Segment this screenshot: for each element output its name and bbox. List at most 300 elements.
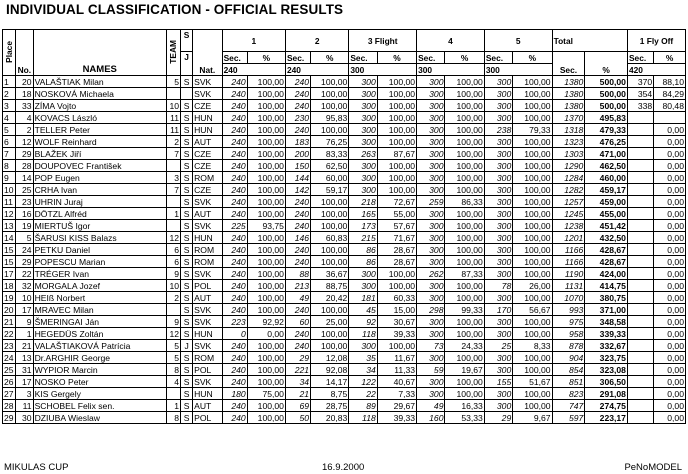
cell-start-no: 12	[16, 136, 33, 148]
header-pct: %	[247, 52, 285, 64]
header-s: S	[181, 30, 193, 52]
cell-class: S	[181, 280, 193, 292]
cell-r1-sec: 240	[222, 160, 247, 172]
cell-place: 10	[3, 184, 16, 196]
cell-total-sec: 1257	[552, 196, 585, 208]
cell-place: 29	[3, 412, 16, 424]
cell-r3-pct: 28,67	[377, 256, 416, 268]
cell-r2-pct: 100,00	[311, 100, 349, 112]
cell-flyoff-sec	[627, 364, 653, 376]
cell-r3-pct: 100,00	[377, 88, 416, 100]
cell-flyoff-pct: 0,00	[654, 124, 686, 136]
cell-r3-pct: 29,67	[377, 400, 416, 412]
cell-name: CRHA Ivan	[33, 184, 166, 196]
cell-total-pct: 428,67	[585, 256, 628, 268]
cell-total-pct: 459,00	[585, 196, 628, 208]
cell-r2-pct: 62,50	[311, 160, 349, 172]
cell-r2-pct: 100,00	[311, 340, 349, 352]
cell-r3-sec: 35	[349, 352, 377, 364]
cell-flyoff-sec	[627, 136, 653, 148]
cell-r5-sec: 300	[484, 352, 512, 364]
header-j: J	[181, 52, 193, 76]
cell-class: S	[181, 328, 193, 340]
cell-nation: POL	[193, 280, 223, 292]
cell-start-no: 14	[16, 172, 33, 184]
cell-total-pct: 223,17	[585, 412, 628, 424]
cell-total-sec: 1323	[552, 136, 585, 148]
cell-r4-pct: 100,00	[445, 172, 484, 184]
cell-total-sec: 993	[552, 304, 585, 316]
cell-flyoff-pct: 0,00	[654, 232, 686, 244]
cell-r4-pct: 24,33	[445, 340, 484, 352]
cell-team	[166, 220, 180, 232]
header-names: NAMES	[33, 30, 166, 76]
cell-team: 5	[166, 352, 180, 364]
cell-total-pct: 428,67	[585, 244, 628, 256]
header-flyoff: 1 Fly Off	[627, 30, 685, 52]
table-row	[3, 232, 686, 244]
cell-nation: SVK	[193, 88, 223, 100]
cell-r5-pct: 8,33	[513, 340, 552, 352]
cell-r5-pct: 51,67	[513, 376, 552, 388]
cell-r3-sec: 181	[349, 292, 377, 304]
cell-flyoff-sec	[627, 292, 653, 304]
cell-r5-sec: 300	[484, 100, 512, 112]
cell-r1-sec: 180	[222, 388, 247, 400]
cell-place: 17	[3, 268, 16, 280]
cell-r5-pct: 100,00	[513, 136, 552, 148]
cell-r2-sec: 221	[285, 364, 310, 376]
cell-r4-sec: 298	[417, 304, 445, 316]
cell-team: 1	[166, 400, 180, 412]
cell-place: 1	[3, 76, 16, 88]
cell-r2-pct: 59,17	[311, 184, 349, 196]
cell-r5-sec: 300	[484, 316, 512, 328]
cell-r4-sec: 300	[417, 100, 445, 112]
cell-name: PETKU Daniel	[33, 244, 166, 256]
cell-total-sec: 1166	[552, 256, 585, 268]
cell-total-pct: 348,58	[585, 316, 628, 328]
footer-date: 16.9.2000	[322, 462, 365, 473]
cell-flyoff-sec	[627, 268, 653, 280]
cell-r4-sec: 300	[417, 148, 445, 160]
cell-total-sec: 1166	[552, 244, 585, 256]
cell-r4-pct: 100,00	[445, 376, 484, 388]
cell-r2-sec: 240	[285, 340, 310, 352]
cell-r4-sec: 300	[417, 172, 445, 184]
cell-flyoff-pct: 0,00	[654, 400, 686, 412]
cell-r1-sec: 240	[222, 112, 247, 124]
cell-name: WOLF Reinhard	[33, 136, 166, 148]
cell-flyoff-sec	[627, 376, 653, 388]
cell-r3-sec: 263	[349, 148, 377, 160]
cell-r4-pct: 100,00	[445, 352, 484, 364]
cell-r3-sec: 300	[349, 76, 377, 88]
cell-class: S	[181, 412, 193, 424]
header-round-2: 2	[285, 30, 348, 52]
cell-r5-pct: 100,00	[513, 172, 552, 184]
cell-r1-pct: 100,00	[247, 184, 285, 196]
cell-place: 25	[3, 364, 16, 376]
cell-team: 10	[166, 100, 180, 112]
cell-flyoff-pct: 0,00	[654, 364, 686, 376]
cell-r5-pct: 100,00	[513, 256, 552, 268]
cell-r4-pct: 100,00	[445, 136, 484, 148]
cell-r5-sec: 300	[484, 184, 512, 196]
cell-r3-sec: 92	[349, 316, 377, 328]
cell-nation: CZE	[193, 160, 223, 172]
header-round-4: 4	[417, 30, 485, 52]
cell-team: 8	[166, 364, 180, 376]
cell-r5-pct: 26,00	[513, 280, 552, 292]
cell-r4-pct: 86,33	[445, 196, 484, 208]
cell-r4-pct: 87,33	[445, 268, 484, 280]
cell-r3-pct: 100,00	[377, 136, 416, 148]
cell-r4-pct: 99,33	[445, 304, 484, 316]
cell-r5-sec: 300	[484, 208, 512, 220]
cell-r1-pct: 0,00	[247, 328, 285, 340]
cell-name: DÖTZL Alfréd	[33, 208, 166, 220]
cell-r4-sec: 300	[417, 208, 445, 220]
cell-r4-pct: 100,00	[445, 88, 484, 100]
cell-total-pct: 459,17	[585, 184, 628, 196]
cell-nation: CZE	[193, 148, 223, 160]
cell-start-no: 11	[16, 400, 33, 412]
header-sec: Sec.	[417, 52, 445, 64]
cell-flyoff-pct: 0,00	[654, 160, 686, 172]
cell-flyoff-pct	[654, 112, 686, 124]
cell-r1-sec: 240	[222, 364, 247, 376]
cell-total-sec: 878	[552, 340, 585, 352]
cell-start-no: 1	[16, 328, 33, 340]
table-row	[3, 352, 686, 364]
cell-class: S	[181, 304, 193, 316]
cell-r1-pct: 100,00	[247, 76, 285, 88]
cell-start-no: 31	[16, 364, 33, 376]
header-sec: Sec.	[349, 52, 377, 64]
cell-nation: AUT	[193, 292, 223, 304]
cell-r5-sec: 25	[484, 340, 512, 352]
cell-nation: HUN	[193, 388, 223, 400]
cell-class: S	[181, 256, 193, 268]
table-row	[3, 364, 686, 376]
cell-r3-pct: 100,00	[377, 268, 416, 280]
cell-r2-pct: 14,17	[311, 376, 349, 388]
cell-r3-pct: 11,67	[377, 352, 416, 364]
cell-r3-pct: 100,00	[377, 100, 416, 112]
cell-team	[166, 196, 180, 208]
cell-r1-pct: 100,00	[247, 148, 285, 160]
cell-name: NOSKO Peter	[33, 376, 166, 388]
table-row	[3, 280, 686, 292]
cell-r4-pct: 19,67	[445, 364, 484, 376]
cell-r3-pct: 40,67	[377, 376, 416, 388]
table-row	[3, 376, 686, 388]
header-place: Place	[3, 30, 16, 76]
cell-r2-pct: 100,00	[311, 76, 349, 88]
cell-name: SCHOBEL Felix sen.	[33, 400, 166, 412]
cell-total-pct: 451,42	[585, 220, 628, 232]
cell-flyoff-pct: 0,00	[654, 328, 686, 340]
cell-r5-pct: 100,00	[513, 148, 552, 160]
cell-r1-pct: 100,00	[247, 124, 285, 136]
cell-flyoff-sec	[627, 124, 653, 136]
cell-start-no: 13	[16, 352, 33, 364]
cell-r1-sec: 225	[222, 220, 247, 232]
cell-name: UHRIN Juraj	[33, 196, 166, 208]
cell-total-pct: 323,75	[585, 352, 628, 364]
cell-nation: HUN	[193, 124, 223, 136]
cell-r5-sec: 300	[484, 220, 512, 232]
header-sec: Sec.	[627, 52, 653, 64]
cell-r2-pct: 100,00	[311, 88, 349, 100]
cell-r2-sec: 240	[285, 100, 310, 112]
header-sec: Sec.	[222, 52, 247, 64]
cell-r3-pct: 100,00	[377, 184, 416, 196]
cell-r4-pct: 16,33	[445, 400, 484, 412]
cell-r5-sec: 300	[484, 172, 512, 184]
cell-r3-pct: 57,67	[377, 220, 416, 232]
cell-r5-pct: 100,00	[513, 100, 552, 112]
cell-total-pct: 500,00	[585, 100, 628, 112]
cell-team	[166, 160, 180, 172]
cell-r3-sec: 34	[349, 364, 377, 376]
cell-total-sec: 1190	[552, 268, 585, 280]
cell-total-pct: 500,00	[585, 76, 628, 88]
cell-team: 4	[166, 376, 180, 388]
cell-r2-sec: 150	[285, 160, 310, 172]
cell-total-pct: 414,75	[585, 280, 628, 292]
table-row	[3, 220, 686, 232]
cell-total-pct: 495,83	[585, 112, 628, 124]
cell-place: 28	[3, 400, 16, 412]
cell-total-sec: 904	[552, 352, 585, 364]
cell-r3-pct: 55,00	[377, 208, 416, 220]
cell-r1-sec: 240	[222, 400, 247, 412]
cell-r5-sec: 300	[484, 256, 512, 268]
cell-name: DOUPOVEC František	[33, 160, 166, 172]
cell-r1-pct: 100,00	[247, 244, 285, 256]
cell-r1-pct: 100,00	[247, 352, 285, 364]
cell-r4-pct: 100,00	[445, 232, 484, 244]
table-row	[3, 76, 686, 88]
cell-r4-sec: 300	[417, 256, 445, 268]
cell-flyoff-pct: 0,00	[654, 412, 686, 424]
cell-flyoff-sec	[627, 280, 653, 292]
cell-flyoff-pct: 0,00	[654, 268, 686, 280]
cell-r2-pct: 20,83	[311, 412, 349, 424]
cell-r4-pct: 100,00	[445, 316, 484, 328]
table-row	[3, 340, 686, 352]
cell-team: 12	[166, 328, 180, 340]
table-row	[3, 388, 686, 400]
cell-class: S	[181, 172, 193, 184]
table-row	[3, 316, 686, 328]
cell-nation: AUT	[193, 400, 223, 412]
cell-team: 1	[166, 208, 180, 220]
cell-name: ZÍMA Vojto	[33, 100, 166, 112]
cell-r1-sec: 240	[222, 184, 247, 196]
cell-class: S	[181, 184, 193, 196]
cell-nation: POL	[193, 364, 223, 376]
cell-r3-sec: 118	[349, 328, 377, 340]
cell-r1-sec: 240	[222, 136, 247, 148]
cell-flyoff-sec	[627, 412, 653, 424]
cell-name: Dr.ARGHIR George	[33, 352, 166, 364]
cell-flyoff-sec	[627, 328, 653, 340]
cell-start-no: 17	[16, 376, 33, 388]
cell-r3-sec: 218	[349, 196, 377, 208]
cell-total-sec: 747	[552, 400, 585, 412]
cell-place: 24	[3, 352, 16, 364]
cell-nation: ROM	[193, 172, 223, 184]
cell-r4-sec: 49	[417, 400, 445, 412]
cell-r4-sec: 300	[417, 376, 445, 388]
cell-flyoff-sec	[627, 388, 653, 400]
cell-team: 9	[166, 268, 180, 280]
cell-total-sec: 854	[552, 364, 585, 376]
cell-name: KIS Gergely	[33, 388, 166, 400]
cell-nation: HUN	[193, 112, 223, 124]
cell-r2-sec: 200	[285, 148, 310, 160]
cell-flyoff-sec	[627, 112, 653, 124]
cell-name: ŠMERINGAI Ján	[33, 316, 166, 328]
cell-place: 7	[3, 148, 16, 160]
cell-r1-sec: 240	[222, 340, 247, 352]
cell-r3-pct: 100,00	[377, 76, 416, 88]
cell-class: S	[181, 268, 193, 280]
cell-r4-pct: 100,00	[445, 280, 484, 292]
cell-r3-sec: 300	[349, 280, 377, 292]
header-total-pct: %	[585, 52, 628, 76]
cell-r2-pct: 60,83	[311, 232, 349, 244]
cell-flyoff-pct: 0,00	[654, 256, 686, 268]
cell-r3-sec: 165	[349, 208, 377, 220]
cell-flyoff-sec	[627, 160, 653, 172]
cell-r2-sec: 240	[285, 328, 310, 340]
cell-name: WYPIOR Marcin	[33, 364, 166, 376]
cell-r1-sec: 240	[222, 148, 247, 160]
cell-r5-sec: 300	[484, 292, 512, 304]
cell-total-sec: 1070	[552, 292, 585, 304]
cell-r2-sec: 49	[285, 292, 310, 304]
cell-start-no: 22	[16, 268, 33, 280]
cell-start-no: 23	[16, 196, 33, 208]
cell-start-no: 25	[16, 184, 33, 196]
cell-total-sec: 1282	[552, 184, 585, 196]
cell-flyoff-pct: 0,00	[654, 244, 686, 256]
cell-total-pct: 323,08	[585, 364, 628, 376]
cell-r5-sec: 300	[484, 148, 512, 160]
cell-class: S	[181, 388, 193, 400]
cell-flyoff-sec	[627, 352, 653, 364]
cell-class: S	[181, 124, 193, 136]
cell-nation: SVK	[193, 316, 223, 328]
cell-r4-sec: 300	[417, 160, 445, 172]
cell-r5-sec: 29	[484, 412, 512, 424]
cell-nation: SVK	[193, 340, 223, 352]
cell-team	[166, 304, 180, 316]
cell-r4-sec: 73	[417, 340, 445, 352]
table-row	[3, 328, 686, 340]
cell-r3-sec: 300	[349, 268, 377, 280]
cell-total-pct: 471,00	[585, 148, 628, 160]
cell-r5-sec: 300	[484, 268, 512, 280]
results-body	[3, 76, 686, 424]
cell-team: 8	[166, 412, 180, 424]
cell-start-no: 32	[16, 280, 33, 292]
cell-flyoff-sec	[627, 220, 653, 232]
cell-r2-sec: 88	[285, 268, 310, 280]
cell-start-no: 28	[16, 160, 33, 172]
table-row	[3, 256, 686, 268]
cell-r3-pct: 15,00	[377, 304, 416, 316]
cell-team: 11	[166, 112, 180, 124]
cell-r4-pct: 100,00	[445, 76, 484, 88]
cell-r3-pct: 71,67	[377, 232, 416, 244]
cell-total-pct: 332,67	[585, 340, 628, 352]
cell-r4-pct: 100,00	[445, 244, 484, 256]
cell-place: 9	[3, 172, 16, 184]
cell-r5-sec: 300	[484, 136, 512, 148]
cell-r1-pct: 100,00	[247, 364, 285, 376]
cell-r2-pct: 100,00	[311, 208, 349, 220]
cell-flyoff-pct: 0,00	[654, 280, 686, 292]
cell-r1-pct: 100,00	[247, 340, 285, 352]
cell-r5-pct: 100,00	[513, 316, 552, 328]
cell-r4-pct: 100,00	[445, 220, 484, 232]
cell-team: 9	[166, 316, 180, 328]
cell-flyoff-pct: 0,00	[654, 316, 686, 328]
cell-r1-sec: 240	[222, 100, 247, 112]
cell-name: VALAŠTIAK Milan	[33, 76, 166, 88]
cell-r5-sec: 300	[484, 88, 512, 100]
cell-r3-pct: 100,00	[377, 280, 416, 292]
cell-r5-sec: 78	[484, 280, 512, 292]
cell-start-no: 29	[16, 256, 33, 268]
cell-flyoff-sec: 338	[627, 100, 653, 112]
cell-class: S	[181, 400, 193, 412]
cell-r5-pct: 100,00	[513, 184, 552, 196]
cell-place: 12	[3, 208, 16, 220]
cell-r1-pct: 100,00	[247, 208, 285, 220]
cell-start-no: 21	[16, 340, 33, 352]
cell-nation: HUN	[193, 232, 223, 244]
cell-r1-sec: 240	[222, 280, 247, 292]
cell-r2-sec: 240	[285, 196, 310, 208]
cell-total-pct: 274,75	[585, 400, 628, 412]
results-table	[2, 29, 686, 424]
cell-r4-sec: 300	[417, 244, 445, 256]
cell-r5-sec: 300	[484, 388, 512, 400]
cell-r3-pct: 60,33	[377, 292, 416, 304]
cell-total-sec: 1290	[552, 160, 585, 172]
cell-r3-sec: 86	[349, 256, 377, 268]
header-total: Total	[552, 30, 627, 52]
cell-r5-pct: 100,00	[513, 196, 552, 208]
cell-r4-sec: 300	[417, 232, 445, 244]
cell-nation: POL	[193, 412, 223, 424]
cell-total-pct: 424,00	[585, 268, 628, 280]
cell-r1-sec: 240	[222, 88, 247, 100]
header-pct: %	[445, 52, 484, 64]
cell-r5-pct: 100,00	[513, 388, 552, 400]
cell-r1-sec: 240	[222, 232, 247, 244]
cell-r3-sec: 118	[349, 412, 377, 424]
cell-name: HEGEDÜS Zoltán	[33, 328, 166, 340]
cell-r4-sec: 300	[417, 88, 445, 100]
cell-start-no: 29	[16, 148, 33, 160]
